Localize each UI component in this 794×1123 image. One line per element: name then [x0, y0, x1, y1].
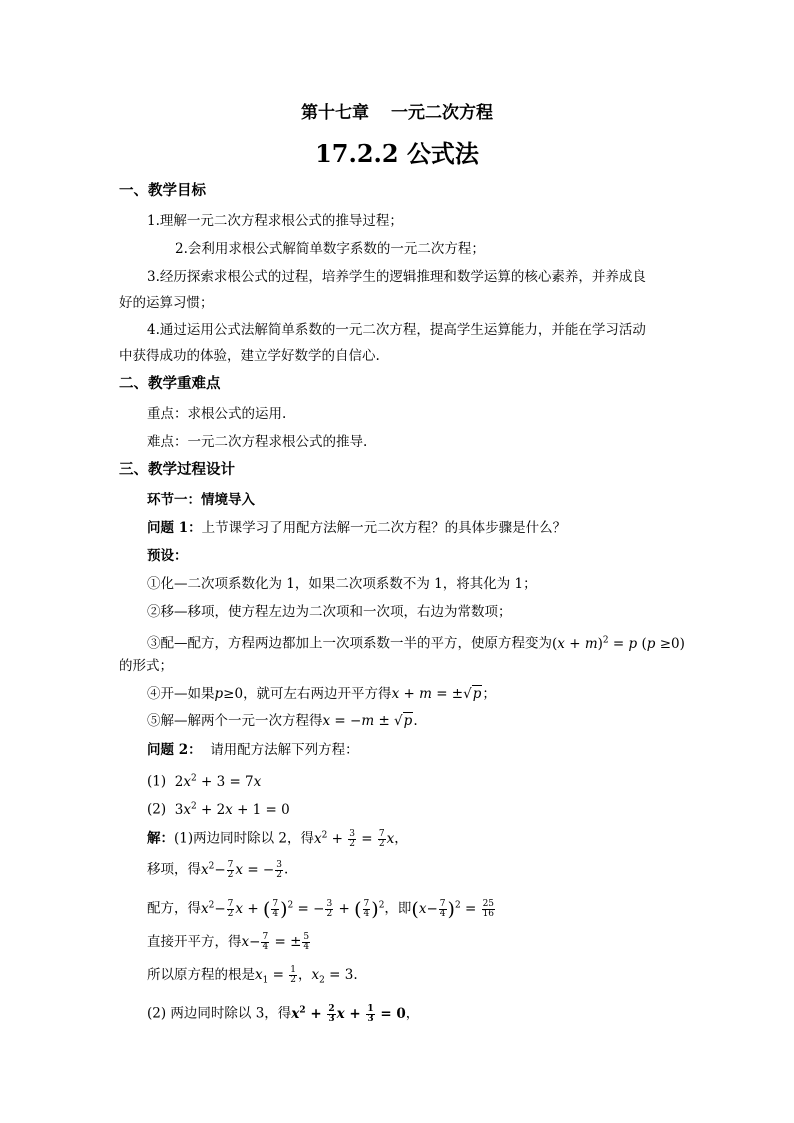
heading-objectives: 一、教学目标	[119, 182, 206, 199]
solution-1-text: (1)两边同时除以 2，得	[174, 830, 315, 847]
solution-1-step-5: 所以原方程的根是$x_1$ = $\frac{1}{2}$ ，$x_2 = 3$.	[147, 965, 358, 986]
heading-process: 三、教学过程设计	[119, 461, 235, 478]
objective-3-line-2: 好的运算习惯；	[119, 295, 214, 311]
preset-step-3	[147, 631, 685, 653]
equation-2: (2) $3x^2 + 2x + 1 = 0$	[147, 801, 290, 818]
preset-step-5-text: ⑤解—解两个一元一次方程得	[147, 713, 323, 729]
preset-step-3-text: ③配—配方，方程两边都加上一次项系数一半的平方，使原方程变为	[147, 635, 552, 652]
step-1-label: 环节一：情境导入	[147, 492, 255, 508]
chapter-title	[0, 98, 794, 123]
objective-4-line-1: 4.通过运用公式法解简单系数的一元二次方程，提高学生运算能力，并能在学习活动	[147, 322, 646, 338]
objective-4-line-2: 中获得成功的体验，建立学好数学的自信心.	[119, 348, 380, 364]
equation-1-number: (1)	[147, 773, 167, 790]
difficult-point: 难点：一元二次方程求根公式的推导.	[147, 434, 368, 450]
solution-2-step-1: (2) 两边同时除以 3，得$x^2$ + $\frac{2}{3}$ x + $\frac{1}{3}$ = 0，	[147, 1003, 420, 1024]
preset-step-1: ①化—二次项系数化为 1，如果二次项系数不为 1，将其化为 1；	[147, 576, 537, 592]
formula-p-nonneg: p≥0	[214, 686, 244, 702]
preset-step-4-text-b: ，就可左右两边开平方得	[243, 686, 392, 702]
objective-3-line-1: 3.经历探索求根公式的过程，培养学生的逻辑推理和数学运算的核心素养，并养成良	[147, 269, 646, 285]
chapter-number: 第十七章	[301, 103, 369, 123]
solution-2-text: (2) 两边同时除以 3，得	[147, 1005, 292, 1022]
equation-2-number: (2)	[147, 801, 167, 818]
solution-label: 解：	[147, 830, 174, 847]
formula-sqrt-both-sides: x + m = ±√p	[391, 686, 482, 702]
preset-step-5: ⑤解—解两个一元一次方程得x = −m ± √p.	[147, 713, 418, 729]
question-1-text: 上节课学习了用配方法解一元二次方程？的具体步骤是什么？	[201, 520, 567, 536]
objective-2: 2.会利用求根公式解简单数字系数的一元二次方程；	[175, 241, 485, 257]
question-2-label: 问题 2：	[147, 742, 202, 758]
objective-1: 1.理解一元二次方程求根公式的推导过程；	[147, 213, 403, 229]
preset-label: 预设：	[147, 548, 188, 564]
key-point: 重点：求根公式的运用.	[147, 406, 287, 422]
formula-solution: x = −m ± √p	[322, 713, 413, 729]
solution-1-step-3: 配方，得$x^2-$ $\frac{7}{2}$ x + ( $\frac{7}{4}$ )$^2$ = − $\frac{3}{2}$ + ( $\frac{7}{4}$ )$^2$，即(x− $\frac{7}{4}$ )$^2$ = $\frac{25}{16}$	[147, 898, 495, 920]
question-1	[147, 519, 566, 537]
solution-1-step-1: 解：(1)两边同时除以 2，得$x^2$ + $\frac{3}{2}$ = $\frac{7}{2}$ x，	[147, 828, 408, 849]
chapter-name: 一元二次方程	[391, 103, 493, 123]
formula-completed-square: $(x + m)^2 = p$ (p ≥0)	[552, 635, 685, 652]
preset-step-2: ②移—移项，使方程左边为二次项和一次项，右边为常数项；	[147, 604, 512, 620]
preset-step-3-cont: 的形式；	[119, 658, 173, 674]
solution-1-step-4: 直接开平方，得x− $\frac{7}{4}$ = ± $\frac{5}{4}$	[147, 932, 310, 952]
question-2-text: 请用配方法解下列方程：	[210, 742, 359, 758]
preset-step-4: ④开—如果p≥0，就可左右两边开平方得x + m = ±√p；	[147, 686, 496, 702]
solution-move-text: 移项，得	[147, 861, 201, 878]
solution-1-step-2: 移项，得$x^2-$ $\frac{7}{2}$ x = − $\frac{3}{2}$ .	[147, 859, 289, 880]
solution-root-text: 直接开平方，得	[147, 934, 242, 950]
question-2	[147, 741, 359, 759]
question-1-label: 问题 1：	[147, 520, 202, 536]
preset-step-4-text-a: ④开—如果	[147, 686, 215, 702]
solution-complete-text: 配方，得	[147, 900, 201, 917]
solution-ie-text: ，即	[384, 900, 412, 917]
section-title: 17.2.2 公式法	[315, 139, 479, 168]
heading-key-points: 二、教学重难点	[119, 375, 221, 392]
solution-conclude-text: 所以原方程的根是	[147, 967, 255, 983]
equation-1: (1) $2x^2 + 3 = 7x$	[147, 773, 262, 790]
